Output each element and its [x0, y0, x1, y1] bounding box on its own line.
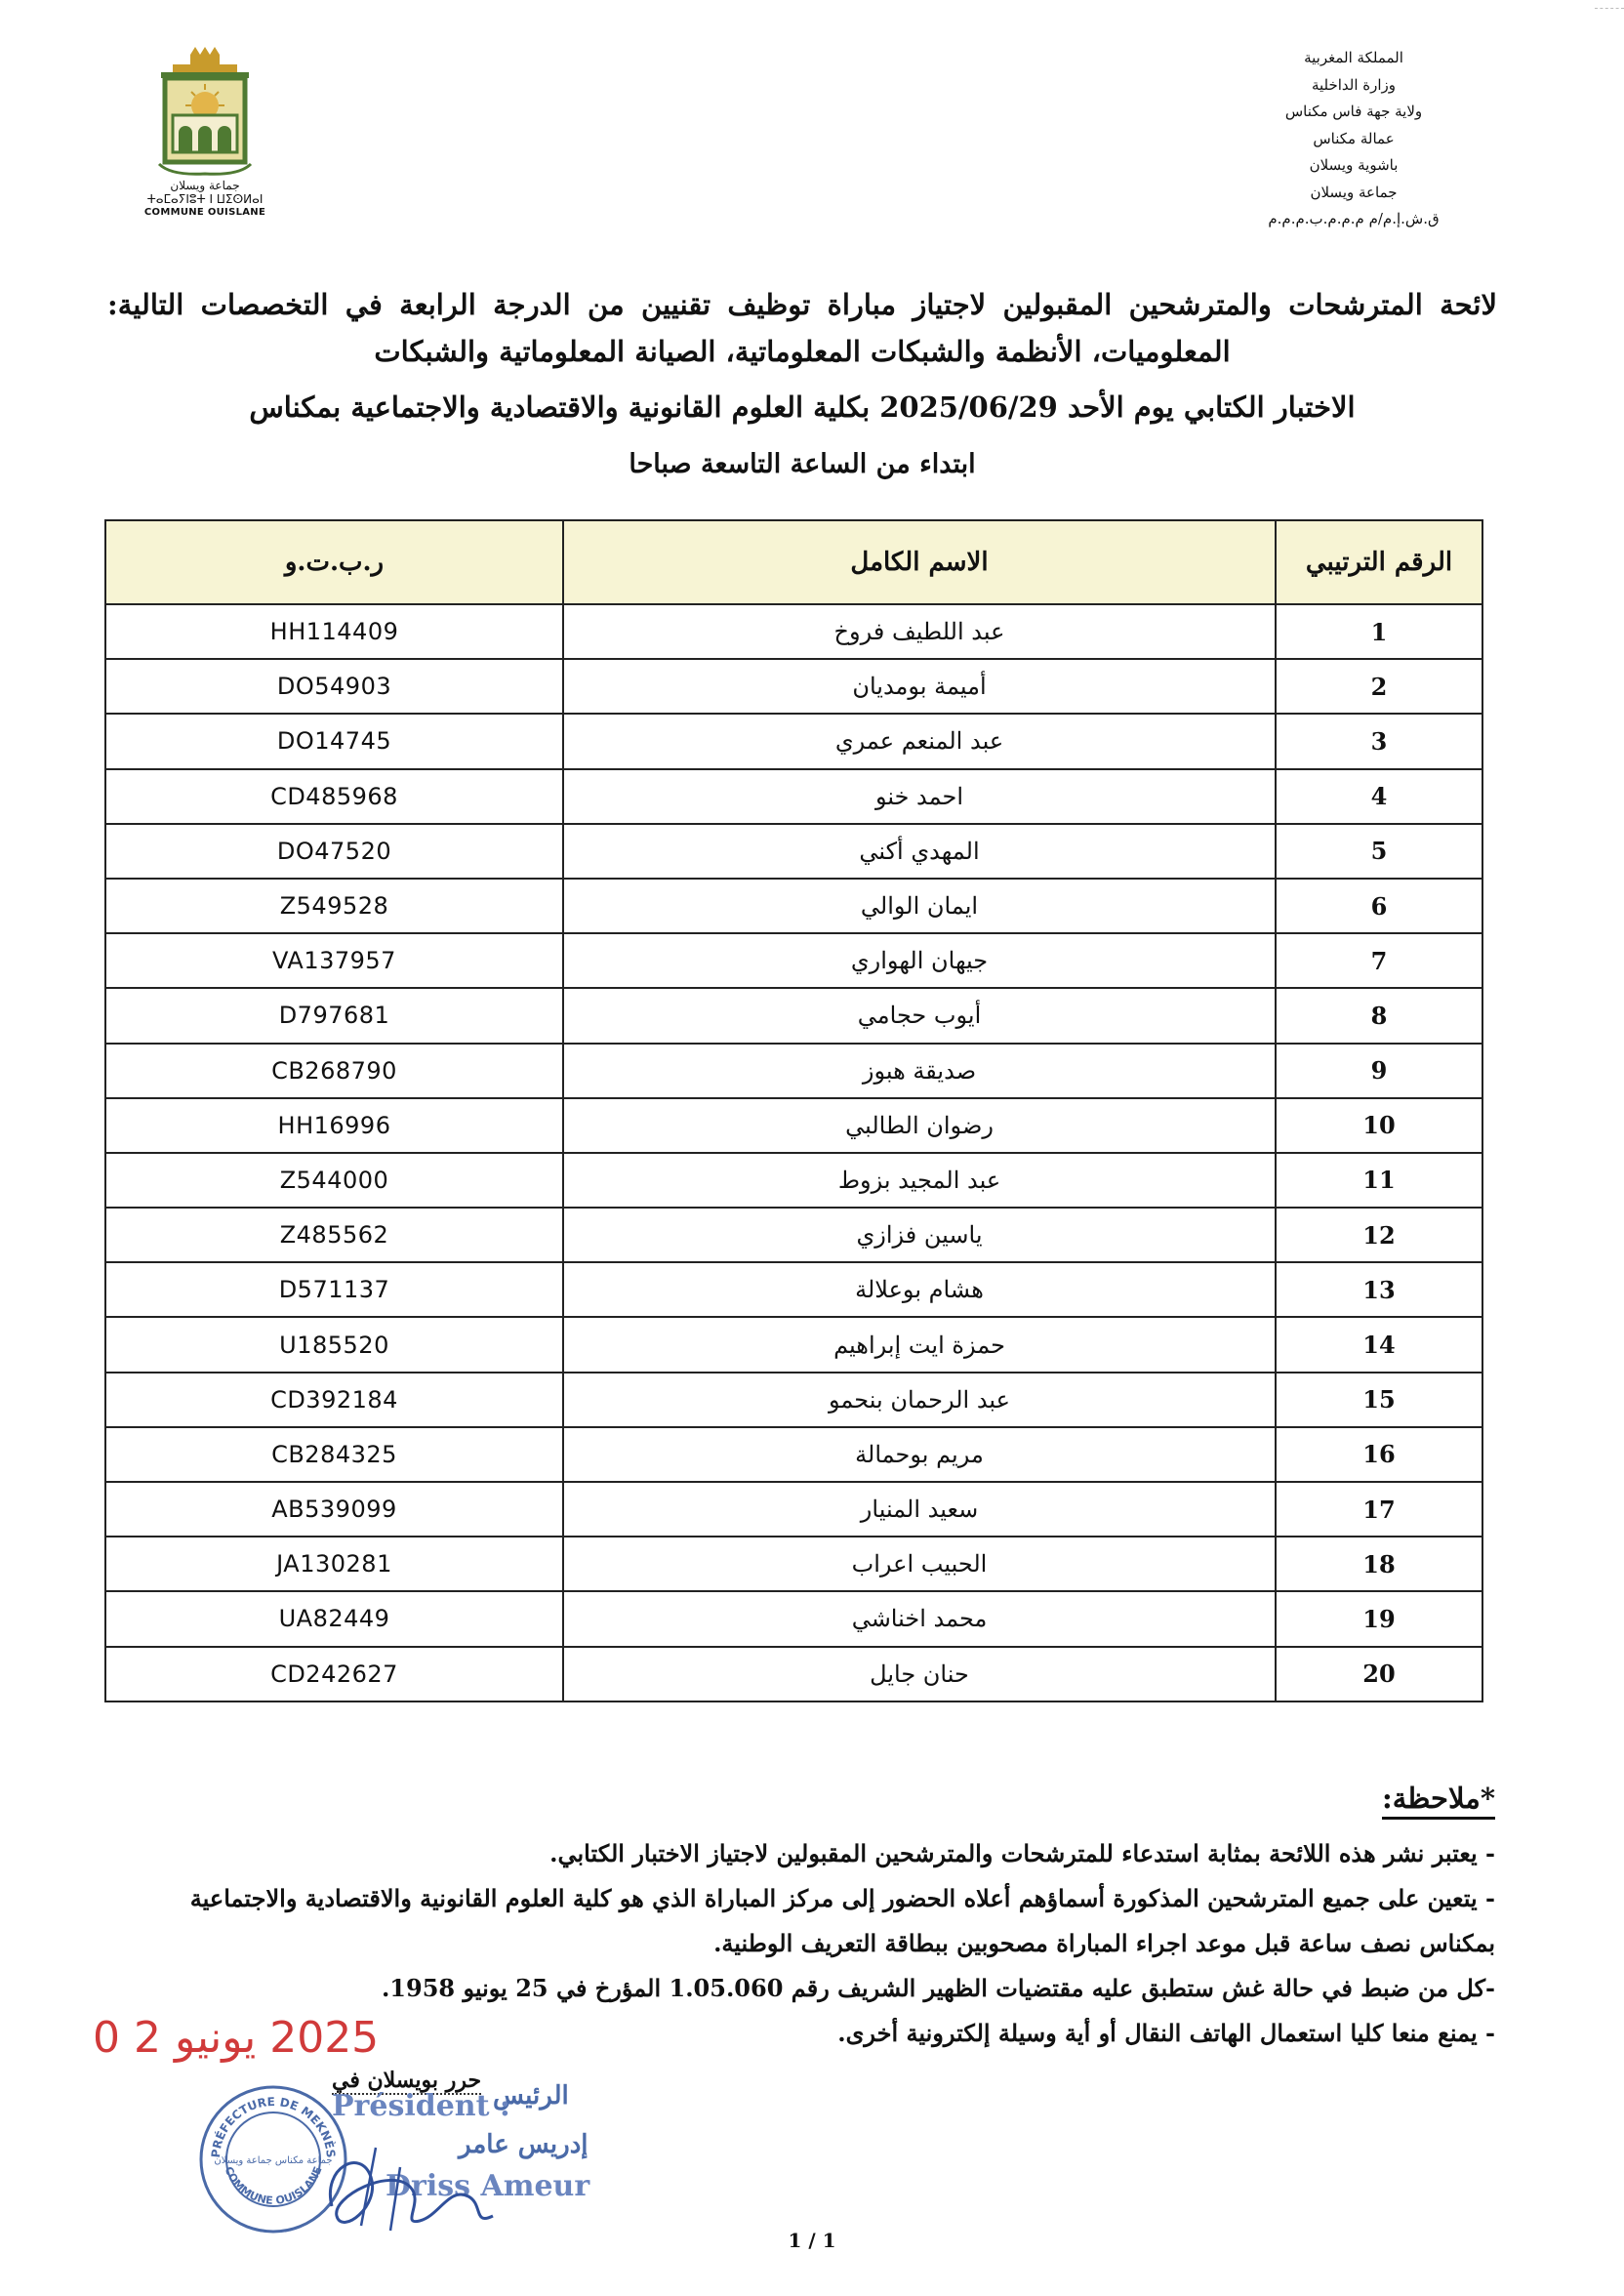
- full-name-cell: عبد الرحمان بنحمو: [563, 1373, 1276, 1427]
- note-item: - يعتبر نشر هذه اللائحة بمثابة استدعاء للمترشحات والمترشحين المقبولين لاجتياز الاختبار الكتابي.: [549, 1839, 1495, 1867]
- national-id-cell: CD392184: [105, 1373, 563, 1427]
- full-name-cell: رضوان الطالبي: [563, 1098, 1276, 1153]
- president-name-ar: إدريس عامر: [459, 2130, 589, 2159]
- exam-date-line: الاختبار الكتابي يوم الأحد 2025/06/29 بكلية العلوم القانونية والاقتصادية والاجتماعية بمكناس: [249, 390, 1356, 424]
- national-id-cell: HH114409: [105, 604, 563, 659]
- national-id-cell: JA130281: [105, 1537, 563, 1591]
- table-row: [105, 659, 1482, 714]
- full-name-cell: محمد اخناشي: [563, 1591, 1276, 1646]
- rank-cell: 3: [1276, 714, 1482, 768]
- rank-cell: 19: [1276, 1591, 1482, 1646]
- rank-cell: 9: [1276, 1044, 1482, 1098]
- document-title: لائحة المترشحات والمترشحين المقبولين لاجتياز مباراة توظيف تقنيين من الدرجة الرابعة في التخصصات التالية: المعلوميات، الأنظمة والشبكات المعلوماتية، الصيانة المعلوماتية والشبكات: [107, 288, 1497, 368]
- header-national-id: ر.ب.ت.و: [105, 520, 563, 604]
- rank-cell: 10: [1276, 1098, 1482, 1153]
- table-row: [105, 1427, 1482, 1482]
- admin-line-pachalik: باشوية ويسلان: [1309, 156, 1399, 174]
- national-id-cell: CD242627: [105, 1647, 563, 1702]
- commune-emblem-icon: [151, 47, 259, 179]
- candidates-table: [104, 519, 1483, 1702]
- logo-tifinagh-name: ⵜⴰⵎⴰⵢⵏⵓⵜ ⵏ ⵡⵉⵙⵍⴰⵏ: [146, 192, 264, 206]
- national-id-cell: VA137957: [105, 933, 563, 988]
- admin-line-prefecture: عمالة مكناس: [1313, 129, 1395, 147]
- national-id-cell: Z549528: [105, 879, 563, 933]
- full-name-cell: احمد خنو: [563, 769, 1276, 824]
- rank-cell: 20: [1276, 1647, 1482, 1702]
- rank-cell: 4: [1276, 769, 1482, 824]
- table-row: [105, 988, 1482, 1043]
- seal-top-text: PRÉFECTURE DE MEKNÈS: [208, 2094, 339, 2159]
- table-header-row: [105, 520, 1482, 604]
- table-row: [105, 604, 1482, 659]
- national-id-cell: CD485968: [105, 769, 563, 824]
- full-name-cell: عبد المجيد بزوط: [563, 1153, 1276, 1208]
- header-full-name: الاسم الكامل: [563, 520, 1276, 604]
- rank-cell: 11: [1276, 1153, 1482, 1208]
- seal-bottom-text: COMMUNE OUISLANE: [222, 2164, 325, 2207]
- administrative-header: [1241, 45, 1466, 233]
- rank-cell: 15: [1276, 1373, 1482, 1427]
- admin-line-ministry: وزارة الداخلية: [1311, 75, 1397, 94]
- national-id-cell: UA82449: [105, 1591, 563, 1646]
- table-row: [105, 1591, 1482, 1646]
- rank-cell: 5: [1276, 824, 1482, 879]
- full-name-cell: جيهان الهواري: [563, 933, 1276, 988]
- full-name-cell: ايمان الوالي: [563, 879, 1276, 933]
- full-name-cell: مريم بوحمالة: [563, 1427, 1276, 1482]
- rank-cell: 17: [1276, 1482, 1482, 1537]
- full-name-cell: المهدي أكني: [563, 824, 1276, 879]
- national-id-cell: DO54903: [105, 659, 563, 714]
- national-id-cell: Z544000: [105, 1153, 563, 1208]
- note-item: - يمنع منعا كليا استعمال الهاتف النقال أو أية وسيلة إلكترونية أخرى.: [837, 2019, 1495, 2047]
- rank-cell: 16: [1276, 1427, 1482, 1482]
- admin-line-wilaya: ولاية جهة فاس مكناس: [1284, 102, 1423, 120]
- president-title-ar: الرئيس: [493, 2081, 569, 2111]
- national-id-cell: CB268790: [105, 1044, 563, 1098]
- rank-cell: 7: [1276, 933, 1482, 988]
- full-name-cell: حنان جايل: [563, 1647, 1276, 1702]
- admin-line-commune: جماعة ويسلان: [1310, 183, 1398, 201]
- national-id-cell: CB284325: [105, 1427, 563, 1482]
- logo-latin-name: COMMUNE OUISLANE: [143, 207, 266, 218]
- national-id-cell: D797681: [105, 988, 563, 1043]
- table-row: [105, 1537, 1482, 1591]
- table-row: [105, 1262, 1482, 1317]
- table-row: [105, 769, 1482, 824]
- seal-center-text: جماعة مكناس جماعة ويسلان: [214, 2155, 333, 2166]
- date-stamp: 2025 يونيو 2 0: [93, 2013, 380, 2063]
- commune-logo: [142, 47, 268, 220]
- national-id-cell: Z485562: [105, 1208, 563, 1262]
- table-row: [105, 1153, 1482, 1208]
- full-name-cell: حمزة ايت إبراهيم: [563, 1317, 1276, 1372]
- national-id-cell: AB539099: [105, 1482, 563, 1537]
- rank-cell: 18: [1276, 1537, 1482, 1591]
- full-name-cell: عبد المنعم عمري: [563, 714, 1276, 768]
- rank-cell: 6: [1276, 879, 1482, 933]
- full-name-cell: عبد اللطيف فروخ: [563, 604, 1276, 659]
- table-row: [105, 879, 1482, 933]
- rank-cell: 14: [1276, 1317, 1482, 1372]
- table-body: [105, 604, 1482, 1702]
- national-id-cell: HH16996: [105, 1098, 563, 1153]
- full-name-cell: سعيد المنيار: [563, 1482, 1276, 1537]
- national-id-cell: DO47520: [105, 824, 563, 879]
- exam-time-line: ابتداء من الساعة التاسعة صباحا: [629, 449, 976, 479]
- notes-title: *ملاحظة:: [1382, 1782, 1495, 1820]
- national-id-cell: U185520: [105, 1317, 563, 1372]
- page-number: 1 / 1: [788, 2229, 836, 2252]
- table-row: [105, 1647, 1482, 1702]
- rank-cell: 12: [1276, 1208, 1482, 1262]
- table-row: [105, 1208, 1482, 1262]
- president-name-fr: Driss Ameur: [386, 2169, 590, 2203]
- header-rank: الرقم الترتيبي: [1276, 520, 1482, 604]
- president-title-fr: Président :: [332, 2089, 510, 2123]
- national-id-cell: D571137: [105, 1262, 563, 1317]
- full-name-cell: صديقة هبوز: [563, 1044, 1276, 1098]
- corner-mark: [1595, 0, 1624, 9]
- note-item: -كل من ضبط في حالة غش ستطبق عليه مقتضيات الظهير الشريف رقم 1.05.060 المؤرخ في 25 يونيو 1958.: [381, 1974, 1495, 2002]
- full-name-cell: هشام بوعلالة: [563, 1262, 1276, 1317]
- full-name-cell: ياسين فزازي: [563, 1208, 1276, 1262]
- table-row: [105, 1098, 1482, 1153]
- admin-line-reference: ق.ش.إ.م/م م.م.م.ب.م.م.م: [1268, 210, 1440, 227]
- admin-line-kingdom: المملكة المغربية: [1304, 49, 1403, 66]
- rank-cell: 8: [1276, 988, 1482, 1043]
- place-line: حرر بويسلان في: [332, 2068, 482, 2093]
- full-name-cell: أيوب حجامي: [563, 988, 1276, 1043]
- table-row: [105, 824, 1482, 879]
- table-row: [105, 1317, 1482, 1372]
- rank-cell: 1: [1276, 604, 1482, 659]
- note-item: - يتعين على جميع المترشحين المذكورة أسماؤهم أعلاه الحضور إلى مركز المباراة الذي هو كلية العلوم القانونية والاقتصادية والاجتماعية بمكناس نصف ساعة قبل موعد اجراء المباراة مصحوبين ببطاقة التعريف الوطنية.: [189, 1884, 1495, 1957]
- logo-arabic-name: جماعة ويسلان: [170, 179, 240, 192]
- national-id-cell: DO14745: [105, 714, 563, 768]
- full-name-cell: الحبيب اعراب: [563, 1537, 1276, 1591]
- rank-cell: 13: [1276, 1262, 1482, 1317]
- table-row: [105, 1373, 1482, 1427]
- table-row: [105, 714, 1482, 768]
- full-name-cell: أميمة بومديان: [563, 659, 1276, 714]
- table-row: [105, 1044, 1482, 1098]
- table-row: [105, 1482, 1482, 1537]
- rank-cell: 2: [1276, 659, 1482, 714]
- table-row: [105, 933, 1482, 988]
